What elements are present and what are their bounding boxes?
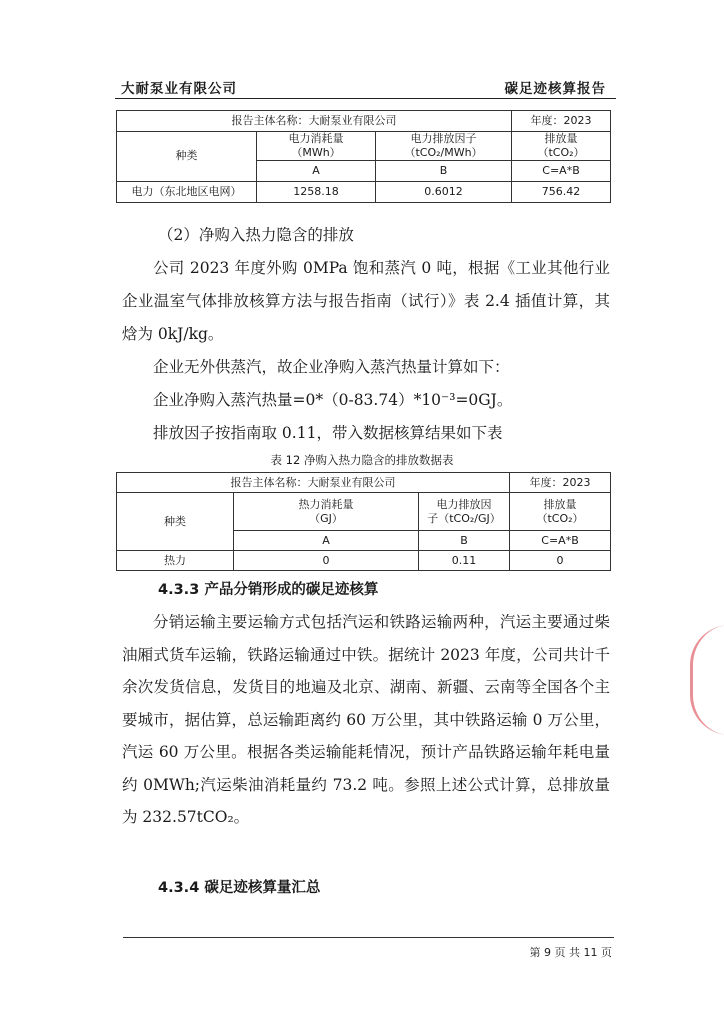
table2-code-b: B xyxy=(419,531,510,551)
table1-row-label: 电力（东北地区电网） xyxy=(117,181,257,202)
table2-row-label: 热力 xyxy=(117,551,234,571)
heat-emission-table xyxy=(116,472,611,571)
header-company: 大耐泵业有限公司 xyxy=(121,81,237,97)
table2-col-c: 排放量 （tCO₂） xyxy=(510,493,611,531)
section2-paragraph-1: 公司 2023 年度外购 0MPa 饱和蒸汽 0 吨，根据《工业其他行业企业温室气体排放核算方法与报告指南（试行）》表 2.4 插值计算，其焓为 0kJ/kg。 xyxy=(122,259,610,343)
section-4-3-3-body: 分销运输主要运输方式包括汽运和铁路运输两种，汽运主要通过柴油厢式货车运输，铁路运输通过中铁。据统计 2023 年度，公司共计千余次发货信息，发货目的地遍及北京、湖南、新疆、云南等全国各个主要城市，据估算，总运输距离约 60 万公里，其中铁路运输 0 万公里，汽运 60 万公里。根据各类运输能耗情况，预计产品铁路运输年耗电量约 0MWh;汽运柴油消耗量约 73.2 吨。参照上述公式计算，总排放量为 232.57tCO₂。 xyxy=(122,613,610,826)
table2-col-a: 热力消耗量 （GJ） xyxy=(234,493,419,531)
table2-code-a: A xyxy=(234,531,419,551)
table1-year: 年度：2023 xyxy=(512,111,611,132)
header-divider xyxy=(115,98,616,99)
table1-row-a: 1258.18 xyxy=(257,181,376,202)
company-seal-stamp xyxy=(690,625,724,735)
table1-row-c: 756.42 xyxy=(512,181,611,202)
table2-subject: 报告主体名称：大耐泵业有限公司 xyxy=(117,473,510,493)
header-report-title: 碳足迹核算报告 xyxy=(504,81,606,97)
footer-divider xyxy=(123,937,614,938)
table1-col-c: 排放量 （tCO₂） xyxy=(512,132,611,161)
table2-row-c: 0 xyxy=(510,551,611,571)
section2-subtitle: （2）净购入热力隐含的排放 xyxy=(158,226,354,244)
table1-code-a: A xyxy=(257,160,376,181)
table2-row-a: 0 xyxy=(234,551,419,571)
electricity-emission-table xyxy=(116,110,611,203)
table1-col-a: 电力消耗量 （MWh） xyxy=(257,132,376,161)
table2-year: 年度：2023 xyxy=(510,473,611,493)
table2-row-b: 0.11 xyxy=(419,551,510,571)
section-4-3-3-heading: 4.3.3 产品分销形成的碳足迹核算 xyxy=(158,582,379,598)
section2-paragraph-2: 企业无外供蒸汽，故企业净购入蒸汽热量计算如下： xyxy=(153,358,510,376)
page-number: 第 9 页 共 11 页 xyxy=(529,946,612,959)
table1-subject: 报告主体名称：大耐泵业有限公司 xyxy=(117,111,512,132)
table1-col-b: 电力排放因子 （tCO₂/MWh） xyxy=(376,132,512,161)
table2-caption: 表 12 净购入热力隐含的排放数据表 xyxy=(270,453,454,467)
table1-code-b: B xyxy=(376,160,512,181)
table1-code-c: C=A*B xyxy=(512,160,611,181)
table1-col-type: 种类 xyxy=(117,132,257,182)
section2-paragraph-4: 排放因子按指南取 0.11，带入数据核算结果如下表 xyxy=(153,424,503,442)
table1-row-b: 0.6012 xyxy=(376,181,512,202)
section2-paragraph-3: 企业净购入蒸汽热量=0*（0-83.74）*10⁻³=0GJ。 xyxy=(153,391,513,409)
table2-col-type: 种类 xyxy=(117,493,234,551)
table2-col-b: 电力排放因 子（tCO₂/GJ） xyxy=(419,493,510,531)
table2-code-c: C=A*B xyxy=(510,531,611,551)
section-4-3-4-heading: 4.3.4 碳足迹核算量汇总 xyxy=(158,880,321,896)
